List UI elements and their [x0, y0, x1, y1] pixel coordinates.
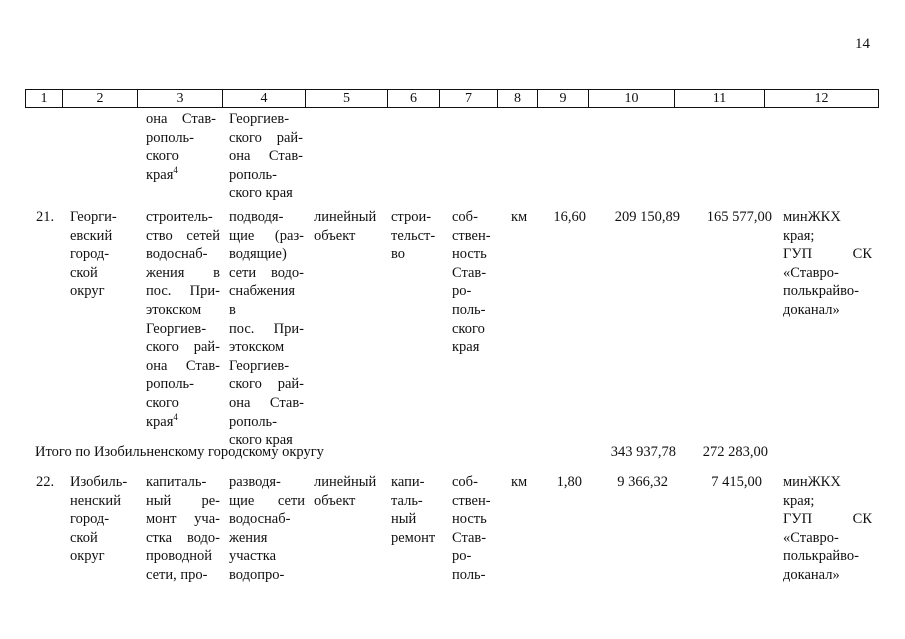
cell-line-text: ского рай- [229, 376, 304, 393]
row-21-unit: км [511, 209, 528, 225]
row-21-ownership [452, 208, 491, 357]
row-21-cost-total: 209 150,89 [614, 209, 680, 225]
cell-line-text: разводя- [229, 474, 281, 490]
cell-line [70, 264, 117, 283]
cell-line-text: водопро- [229, 566, 285, 583]
cell-line-text: рополь- [229, 166, 277, 183]
cell-line [452, 566, 491, 585]
cell-line [70, 510, 127, 529]
cell-line [452, 227, 491, 246]
cell-line [70, 547, 127, 566]
column-number-1: 1 [26, 90, 63, 108]
cell-line-text: пос. При- [229, 320, 304, 337]
cell-line-text: ствен- [452, 492, 491, 509]
cell-line-text: поль- [452, 566, 486, 583]
cell-line-text: округ [70, 283, 105, 300]
cell-line-text: она Став- [229, 148, 303, 165]
cell-line [229, 110, 303, 129]
cell-line [391, 473, 435, 492]
cell-line-text: края [146, 413, 174, 430]
row-22-quantity: 1,80 [556, 474, 582, 490]
cell-line [70, 492, 127, 511]
cell-line [70, 529, 127, 548]
cell-line-text: края [146, 166, 174, 183]
total-label: Итого по Изобильненскому городскому округу [35, 444, 324, 460]
cell-line [146, 547, 220, 566]
footnote-marker: 4 [173, 164, 178, 175]
cell-line [146, 282, 220, 301]
cell-line [314, 492, 376, 511]
cell-line-text: ского края [229, 432, 293, 449]
cell-line [70, 282, 117, 301]
row-21-cost-budget: 165 577,00 [706, 209, 772, 225]
cell-line-text: ремонт [391, 529, 436, 546]
cell-line [229, 264, 304, 283]
cell-line-text: капиталь- [146, 474, 207, 490]
cell-line [146, 245, 220, 264]
cell-line-text: Став- [452, 529, 487, 546]
row-21-district [70, 208, 117, 301]
cell-line-text: Георгиев- [229, 111, 290, 127]
cell-line-text: края [452, 339, 480, 356]
cell-line [391, 492, 435, 511]
cell-line [229, 184, 303, 203]
cell-line-text: подводя- [229, 209, 284, 225]
cell-line-text: ГУП СК [783, 511, 872, 528]
cell-line [783, 566, 872, 585]
row-22-cost-total: 9 366,32 [617, 474, 668, 490]
column-number-header [25, 89, 879, 108]
cell-line-text: ского рай- [146, 339, 220, 356]
cell-line [146, 264, 220, 283]
cell-line [146, 566, 220, 585]
row-21-type [314, 208, 376, 245]
cell-line-text: соб- [452, 474, 478, 490]
cell-line-text: минЖКХ [783, 474, 841, 490]
column-number-2: 2 [63, 90, 138, 108]
cell-line-text: Изобиль- [70, 474, 128, 490]
cell-line [146, 129, 216, 148]
cell-line-text: снабжения [229, 283, 296, 300]
cell-line [146, 301, 220, 320]
cell-line-text: доканал» [783, 566, 840, 583]
cell-line-text: строитель- [146, 209, 213, 225]
cell-line-text: участка [229, 548, 277, 565]
cell-line-text: щие (раз- [229, 227, 304, 244]
cell-line-text: водоснаб- [146, 246, 208, 263]
cell-line [391, 245, 435, 264]
cell-line-text: щие сети [229, 492, 305, 509]
cell-line-text: она Став- [146, 111, 216, 127]
column-number-8: 8 [498, 90, 538, 108]
cell-line-text: этокском [229, 339, 285, 356]
cell-line [783, 510, 872, 529]
cell-line-text: Георгиев- [146, 320, 207, 337]
cell-line-text: рополь- [146, 129, 194, 146]
cell-line [229, 394, 304, 413]
cell-line [452, 547, 491, 566]
cell-line [452, 208, 491, 227]
cell-line [146, 147, 216, 166]
cell-line [229, 166, 303, 185]
column-number-9: 9 [538, 90, 589, 108]
cell-line-text: водоснаб- [229, 511, 291, 528]
row-21-quantity: 16,60 [553, 209, 586, 225]
row-21-work [146, 208, 220, 431]
cell-line [146, 529, 220, 548]
cell-line-text: линейный [314, 474, 377, 490]
cell-line-text: ность [452, 511, 487, 528]
column-number-4: 4 [223, 90, 306, 108]
cell-line [783, 473, 872, 492]
column-number-6: 6 [388, 90, 440, 108]
cell-line-text: ный [391, 511, 417, 528]
column-number-11: 11 [675, 90, 765, 108]
cell-line-text: строи- [391, 209, 432, 225]
cell-line [314, 227, 376, 246]
cell-line [146, 375, 220, 394]
row-22-district [70, 473, 127, 566]
cell-line-text: ненский [70, 492, 121, 509]
cell-line-text: ство сетей [146, 227, 220, 244]
row-22-object [229, 473, 305, 585]
cell-line [146, 473, 220, 492]
cell-line [229, 492, 305, 511]
column-number-5: 5 [306, 90, 388, 108]
cell-line [229, 375, 304, 394]
row-22-work [146, 473, 220, 585]
column-number-10: 10 [589, 90, 675, 108]
cell-line [146, 110, 216, 129]
cell-line [229, 208, 304, 227]
cell-line [452, 264, 491, 283]
cell-line [229, 227, 304, 246]
cell-line [146, 320, 220, 339]
row-22-ownership [452, 473, 491, 585]
cell-line [229, 147, 303, 166]
cell-line [783, 492, 872, 511]
cell-line [229, 529, 305, 548]
cell-line [70, 473, 127, 492]
cell-line [391, 510, 435, 529]
footnote-marker: 4 [173, 411, 178, 422]
cell-line [783, 227, 872, 246]
cell-line-text: полькрайво- [783, 548, 859, 565]
cell-line-text: рополь- [229, 413, 277, 430]
column-number-7: 7 [440, 90, 498, 108]
cell-line [783, 282, 872, 301]
cell-line-text: жения в [146, 264, 220, 281]
cell-line [229, 245, 304, 264]
cell-line-text: Георгиев- [229, 357, 290, 374]
total-cost-total: 343 937,78 [610, 444, 676, 460]
cell-line-text: ского [146, 148, 179, 165]
cell-line [452, 529, 491, 548]
cell-line [229, 301, 304, 320]
cell-line-text: «Ставро- [783, 529, 839, 546]
cell-line [229, 282, 304, 301]
cell-line-text: проводной [146, 548, 212, 565]
cell-line-text: минЖКХ [783, 209, 841, 225]
cell-line-text: ского [146, 394, 179, 411]
cell-line [229, 338, 304, 357]
cell-line [391, 529, 435, 548]
cell-line [452, 282, 491, 301]
row-22-number: 22. [36, 474, 55, 490]
cell-line [70, 208, 117, 227]
cell-line [229, 320, 304, 339]
cell-line-text: объект [314, 227, 356, 244]
column-number-3: 3 [138, 90, 223, 108]
cell-line-text: сети водо- [229, 264, 304, 281]
cell-line [146, 208, 220, 227]
cell-line [314, 473, 376, 492]
cell-line-text: во [391, 246, 405, 263]
continued-work-cell [146, 110, 216, 184]
cell-line [391, 227, 435, 246]
cell-line-text: таль- [391, 492, 423, 509]
cell-line [783, 301, 872, 320]
cell-line [146, 394, 220, 413]
cell-line-text: она Став- [146, 357, 220, 374]
cell-line [229, 357, 304, 376]
cell-line-text: «Ставро- [783, 264, 839, 281]
cell-line [452, 245, 491, 264]
cell-line-text: ского [452, 320, 485, 337]
cell-line-text: сети, про- [146, 566, 208, 583]
cell-line-text: поль- [452, 301, 486, 318]
cell-line [229, 566, 305, 585]
cell-line-text: евский [70, 227, 113, 244]
cell-line-text: тельст- [391, 227, 436, 244]
cell-line [783, 208, 872, 227]
cell-line [146, 338, 220, 357]
cell-line-text: ского края [229, 185, 293, 202]
continued-object-cell [229, 110, 303, 203]
page-number: 14 [855, 36, 870, 52]
cell-line-text: ской [70, 264, 98, 281]
cell-line-text: город- [70, 246, 110, 263]
cell-line-text: капи- [391, 474, 425, 490]
cell-line-text: ность [452, 246, 487, 263]
cell-line [783, 547, 872, 566]
cell-line-text: ный ре- [146, 492, 220, 509]
cell-line-text: ГУП СК [783, 246, 872, 263]
cell-line-text: полькрайво- [783, 283, 859, 300]
total-cost-budget: 272 283,00 [702, 444, 768, 460]
cell-line [229, 473, 305, 492]
cell-line-text: ро- [452, 548, 472, 565]
cell-line [783, 264, 872, 283]
cell-line-text: город- [70, 511, 110, 528]
column-number-12: 12 [765, 90, 879, 108]
cell-line [229, 510, 305, 529]
cell-line [229, 129, 303, 148]
row-21-responsible [783, 208, 872, 320]
cell-line-text: округ [70, 548, 105, 565]
cell-line [146, 510, 220, 529]
cell-line-text: она Став- [229, 394, 304, 411]
cell-line-text: водящие) [229, 246, 287, 263]
cell-line [452, 338, 491, 357]
cell-line-text: Георги- [70, 209, 117, 225]
cell-line [783, 529, 872, 548]
cell-line-text: края; [783, 227, 815, 244]
cell-line-text: линейный [314, 209, 377, 225]
cell-line [70, 245, 117, 264]
cell-line-text: ствен- [452, 227, 491, 244]
cell-line [391, 208, 435, 227]
row-21-object [229, 208, 304, 450]
row-22-work-kind [391, 473, 435, 547]
row-21-work-kind [391, 208, 435, 264]
cell-line [452, 510, 491, 529]
row-22-responsible [783, 473, 872, 585]
cell-line [452, 320, 491, 339]
cell-line [146, 227, 220, 246]
cell-line [146, 413, 220, 432]
cell-line [229, 413, 304, 432]
cell-line-text: жения [229, 529, 268, 546]
cell-line-text: ского рай- [229, 129, 303, 146]
cell-line [146, 357, 220, 376]
cell-line-text: в [229, 301, 236, 318]
cell-line-text: пос. При- [146, 283, 220, 300]
cell-line [146, 166, 216, 185]
cell-line-text: монт уча- [146, 511, 220, 528]
row-22-type [314, 473, 376, 510]
cell-line-text: стка водо- [146, 529, 220, 546]
cell-line-text: объект [314, 492, 356, 509]
cell-line [70, 227, 117, 246]
row-22-cost-budget: 7 415,00 [711, 474, 762, 490]
cell-line [783, 245, 872, 264]
cell-line [146, 492, 220, 511]
cell-line-text: Став- [452, 264, 487, 281]
cell-line-text: доканал» [783, 301, 840, 318]
cell-line [229, 547, 305, 566]
cell-line [452, 492, 491, 511]
cell-line-text: ской [70, 529, 98, 546]
row-22-unit: км [511, 474, 528, 490]
cell-line-text: ро- [452, 283, 472, 300]
cell-line [452, 473, 491, 492]
row-21-number: 21. [36, 209, 55, 225]
cell-line [452, 301, 491, 320]
cell-line-text: этокском [146, 301, 202, 318]
cell-line [314, 208, 376, 227]
cell-line-text: рополь- [146, 376, 194, 393]
cell-line-text: соб- [452, 209, 478, 225]
cell-line-text: края; [783, 492, 815, 509]
